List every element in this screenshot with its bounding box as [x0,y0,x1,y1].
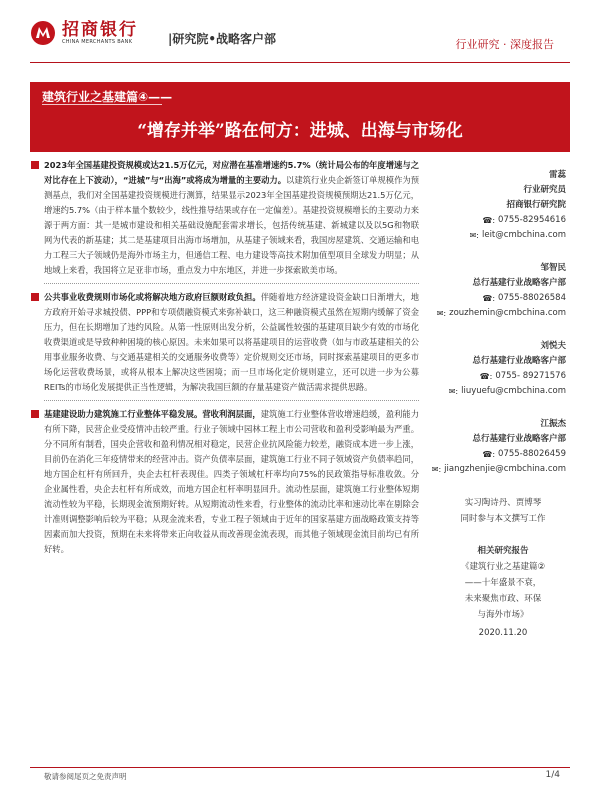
bank-logo [30,20,138,46]
footer-disclaimer: 敬请参阅尾页之免责声明 [44,772,127,781]
footer-divider [30,767,570,768]
related-title-line[interactable]: 与海外市场》 [477,610,529,620]
analyst-phone: ☎: 0755-88026459 [430,447,566,462]
paragraph-divider [44,283,419,284]
analyst-name: 邹智民 [540,263,566,273]
paragraph-body: 建筑施工行业整体营收增速趋缓，盈利能力有所下降，民营企业受疫情冲击较严重。行业子领域中园林工程上市公司营收和盈利受影响最为严重。分不同所有制看，国央企营收和盈利情况相对稳定，民营企业抗风险能力较差，融资成本进一步上涨，目前仍在消化三年疫情带来的经营冲击。资产负债率层面，建筑施工行业不同子领域资产负债率趋同，地方国企杠杆有所回升，央企去杠杆表现佳。四类子领域杠杆率均向75%的民政策指导标准收敛。分企业属性看，央企去杠杆有所成效，而地方国企杠杆率明显回升。流动性层面，建筑施工行业整体短期流动性较为平稳，长期现金流预期好转。从短期流动性来看，行业整体的流动比率和速动比率在剔除会计准则调整影响后较为平稳；从现金流来看，专业工程子领域由于近年的国家基建方面战略政策支持等因素而加大投资，预期在未来将带来正向收益从而改善现金流表现，而其他子领域现金流目前均已有所好转。 [44,409,419,554]
summary-paragraph-2 [44,290,419,395]
analyst-name: 江振杰 [540,419,566,429]
page-number: 1/4 [545,770,560,780]
bullet-square-icon [31,293,39,301]
analyst-role: 总行基建行业战略客户部 [472,278,566,288]
analyst-role: 总行基建行业战略客户部 [472,356,566,366]
analyst-card [430,339,566,399]
summary-paragraph-3 [44,407,419,557]
analyst-phone: ☎: 0755-88026584 [430,291,566,306]
page-header [0,0,600,78]
analyst-name: 雷蕊 [548,170,566,180]
series-underline [42,104,162,105]
related-title-line[interactable]: 未来聚焦市政、环保 [464,594,542,604]
analyst-email[interactable]: ✉: zouzhemin@cmbchina.com [430,306,566,321]
analyst-phone: ☎: 0755-82954616 [430,213,566,228]
main-content [44,158,419,562]
logo-english: CHINA MERCHANTS BANK [62,38,133,45]
header-divider [30,62,570,63]
summary-paragraph-1 [44,158,419,278]
phone-icon: ☎: [479,372,493,381]
email-icon: ✉: [448,387,459,396]
paragraph-divider [44,400,419,401]
phone-icon: ☎: [482,450,496,459]
logo-mark-icon [30,20,56,46]
bullet-square-icon [31,161,39,169]
analyst-email[interactable]: ✉: jiangzhenjie@cmbchina.com [430,462,566,477]
report-category: 行业研究 · 深度报告 [455,38,554,51]
bullet-square-icon [31,410,39,418]
analyst-role: 总行基建行业战略客户部 [472,434,566,444]
title-banner [30,82,570,152]
related-title-line[interactable]: ——十年盛景不衰， [464,578,542,588]
email-icon: ✉: [431,465,442,474]
related-heading: 相关研究报告 [477,546,529,556]
paragraph-lead: 公共事业收费规则市场化或将解决地方政府巨额财政负担。 [44,292,261,302]
analyst-name: 刘悦夫 [540,341,566,351]
analyst-card [430,168,566,243]
paragraph-lead: 2023年全国基建投资规模或达21.5万亿元，对应潜在基准增速约5.7%（统计局公布的年度增速与之对比存在上下波动），“进城”与“出海”或将成为增量的主要动力。 [44,160,419,185]
series-label: 建筑行业之基建篇④—— [42,90,173,104]
phone-icon: ☎: [482,294,496,303]
analyst-sidebar [430,168,566,641]
analyst-card [430,417,566,477]
email-icon: ✉: [436,309,447,318]
email-icon: ✉: [469,231,479,240]
related-title-line[interactable]: 《建筑行业之基建篇② [460,562,546,572]
analyst-email[interactable]: ✉: liuyuefu@cmbchina.com [430,384,566,399]
analyst-card [430,261,566,321]
analyst-role: 行业研究员 [523,185,566,195]
related-date: 2020.11.20 [478,628,528,638]
phone-icon: ☎: [482,216,496,225]
paragraph-lead: 基建建设助力建筑施工行业整体平稳发展。营收利润层面， [44,409,261,419]
paragraph-body: 以建筑行业央企新签订单规模作为预测基点，我们对全国基建投资规模进行测算，结果显示2023年全国基建投资规模预期达21.5万亿元，增速约5.7%（由于样本量个数较少，线性推导结果或存在一定偏差）。基建投资规模增长的主要动力来源于两方面：其一是城市建设和相关基础设施配套需求增长，包括传统基建、新城建以及以5G和物联网为代表的新基建；其二是基建项目出海市场增加，从基建子领域来看，我国房屋建筑、交通运输和电力工程三大子领域仍是海外市场主力，但通信工程、电力建设等高技术附加值型项目全球发力明显；从地域上来看，我国将立足亚非市场，重点发力中东地区，并进一步探索欧美市场。 [44,175,419,275]
contributor-note: 实习陶诗丹、贾博琴 同时参与本文撰写工作 [460,498,546,524]
analyst-org: 招商银行研究院 [506,200,566,210]
logo-chinese: 招商银行 [62,19,138,40]
department-label: |研究院•战略客户部 [168,32,277,46]
paragraph-body: 伴随着地方经济建设资金缺口日渐增大，地方政府开始寻求城投债、PPP和专项债融资模式来弥补缺口，这三种融资模式虽然在短期内缓解了资金压力，但在长期增加了违约风险。从第一性原则出发分析，公益属性较强的基建项目缺少有效的市场化收费渠道或是导致种种困境的核心原因。未来如果可以将基建项目的运营收费（如与市政基建相关的公用事业服务收费、与交通基建相关的交通服务收费等）定价规则交还市场，同时探索基建项目的更多市场化运营收费场景，或将从根本上解决这些困境；而一旦市场化定价规则建立，还可以进一步为公募REITs的市场化发展提供正当性逻辑，为解决我国巨额的存量基建资产做活需求提供思路。 [44,292,419,392]
related-reports [440,543,566,641]
analyst-phone: ☎: 0755- 89271576 [430,369,566,384]
report-title: “增存并举”路在何方：进城、出海与市场化 [137,121,463,141]
analyst-email[interactable]: ✉: leit@cmbchina.com [430,228,566,243]
